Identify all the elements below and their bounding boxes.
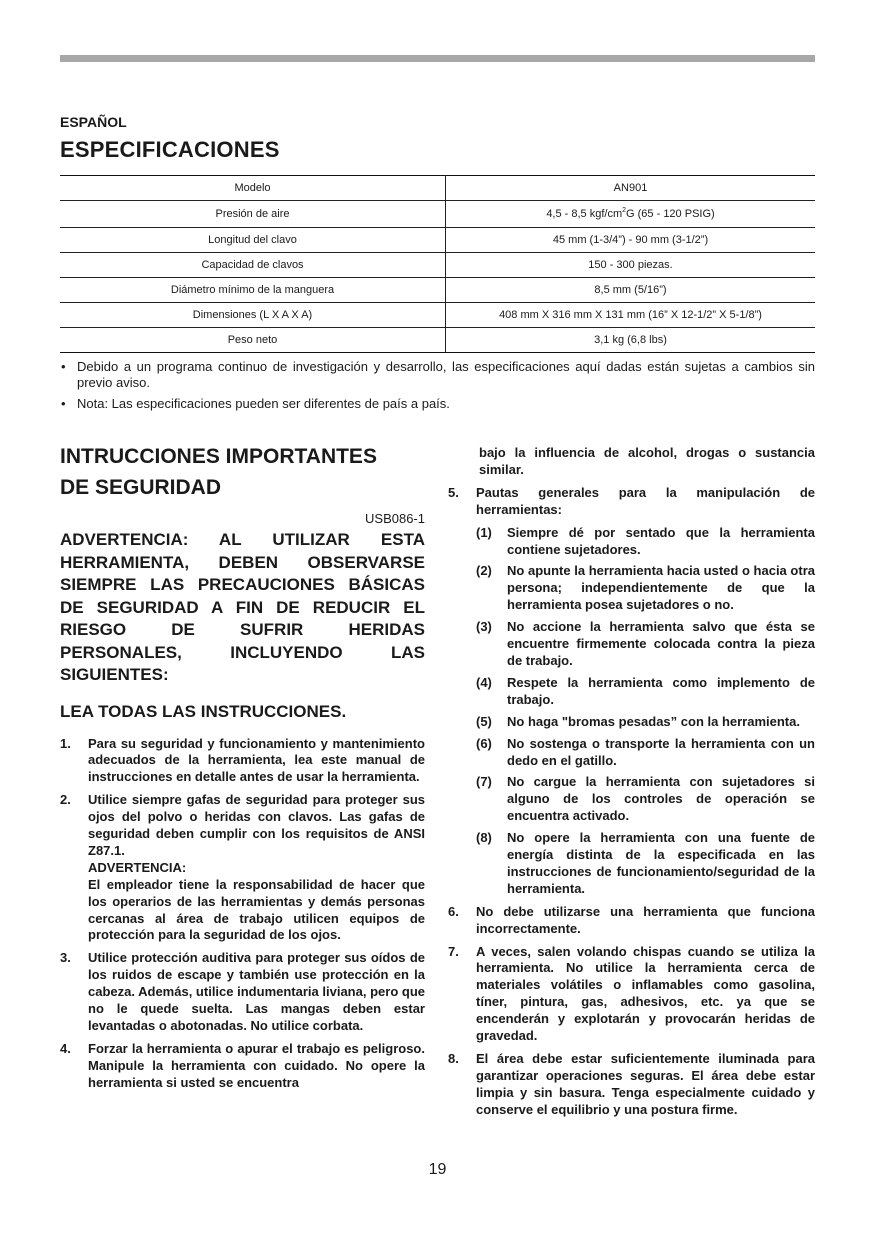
sub-item — [476, 619, 815, 670]
item-number: 2. — [60, 792, 71, 808]
read-all-heading: LEA TODAS LAS INSTRUCCIONES. — [60, 701, 347, 721]
safety-title — [60, 441, 425, 503]
spec-label: Peso neto — [60, 328, 446, 353]
bullet-icon: • — [61, 396, 66, 411]
item-number: 5. — [448, 484, 459, 500]
item-text: Para su seguridad y funcionamiento y mantenimiento adecuados de la herramienta, lea este manual de instrucciones en detalle antes de usar la herramienta. — [88, 735, 425, 785]
note-text: Debido a un programa continuo de investigación y desarrollo, las especificaciones aquí dadas están sujetas a cambios sin previo aviso. — [77, 359, 815, 390]
sub-item-number: (8) — [476, 830, 492, 846]
sub-item-number: (2) — [476, 563, 492, 579]
page-number: 19 — [428, 1161, 447, 1178]
sub-item — [476, 563, 815, 614]
header-rule — [60, 55, 815, 62]
item-text: Forzar la herramienta o apurar el trabajo es peligroso. Manipule la herramienta con cuidado. No opere la herramienta si usted se encuentra — [88, 1040, 425, 1090]
instruction-list — [60, 736, 425, 1092]
list-item — [60, 396, 815, 412]
document-code: USB086-1 — [365, 511, 425, 526]
sub-item-text: No opere la herramienta con una fuente de energía distinta de la especificada en las instrucciones de funcionamiento/seguridad de la herramienta. — [507, 830, 815, 896]
specs-table — [60, 175, 815, 353]
sub-item-number: (5) — [476, 713, 492, 729]
list-item — [448, 485, 815, 898]
sub-item-text: No cargue la herramienta con sujetadores si alguno de los controles de operación se encuentra activado. — [507, 774, 815, 824]
sub-item — [476, 675, 815, 709]
sub-item-text: Siempre dé por sentado que la herramienta contiene sujetadores. — [507, 524, 815, 557]
list-item — [60, 736, 425, 787]
spec-value-part: G (65 - 120 PSIG) — [626, 208, 715, 220]
sub-item — [476, 736, 815, 770]
list-item — [60, 950, 425, 1035]
warning-text: El empleador tiene la responsabilidad de hacer que los operarios de las herramientas y demás personas cercanas al área de trabajo utilicen equipos de protección para la seguridad de los ojos. — [88, 876, 425, 943]
item-text: Pautas generales para la manipulación de herramientas: — [476, 484, 815, 517]
safety-title-line: DE SEGURIDAD — [60, 476, 222, 499]
spec-value: 3,1 kg (6,8 lbs) — [446, 328, 816, 353]
sub-item-number: (4) — [476, 674, 492, 690]
list-item — [448, 1051, 815, 1119]
spec-label: Longitud del clavo — [60, 228, 446, 253]
left-column — [60, 441, 425, 1098]
safety-title-line: INTRUCCIONES IMPORTANTES — [60, 445, 377, 468]
spec-value: 8,5 mm (5/16”) — [446, 278, 816, 303]
item-number: 6. — [448, 903, 459, 919]
table-row — [60, 253, 815, 278]
item-number: 1. — [60, 735, 71, 751]
spec-value: AN901 — [446, 176, 816, 201]
spec-label: Dimensiones (L X A X A) — [60, 303, 446, 328]
note-text: Nota: Las especificaciones pueden ser diferentes de país a país. — [77, 396, 450, 411]
table-row — [60, 278, 815, 303]
item-number: 7. — [448, 943, 459, 959]
item-continuation: bajo la influencia de alcohol, drogas o sustancia similar. — [479, 445, 815, 477]
sub-item-text: Respete la herramienta como implemento de trabajo. — [507, 674, 815, 707]
bullet-icon: • — [61, 359, 66, 374]
list-item — [448, 944, 815, 1045]
list-item — [448, 904, 815, 938]
sub-item — [476, 525, 815, 559]
sub-item — [476, 714, 815, 731]
list-item — [60, 359, 815, 391]
sub-item-text: No accione la herramienta salvo que ésta se encuentre firmemente colocada contra la pieza de trabajo. — [507, 619, 815, 668]
item-text: El área debe estar suficientemente iluminada para garantizar operaciones seguras. El área debe estar limpia y sin basura. Tenga especialmente cuidado y conserve el equilibrio y una postura firme. — [476, 1051, 815, 1117]
item-text: Utilice protección auditiva para proteger sus oídos de los ruidos de escape y también use protección en la cabeza. Además, utilice indumentaria liviana, pero que no le quede suelta. Las mangas deben estar levantadas o abotonadas. No utilice corbata. — [88, 950, 425, 1033]
sub-item-text: No sostenga o transporte la herramienta con un dedo en el gatillo. — [507, 735, 815, 768]
table-row — [60, 201, 815, 228]
item-number: 3. — [60, 950, 71, 966]
sub-item-number: (3) — [476, 619, 492, 635]
sub-item-text: No haga "bromas pesadas” con la herramienta. — [507, 713, 800, 729]
item-text: No debe utilizarse una herramienta que funciona incorrectamente. — [476, 903, 815, 936]
sub-list — [476, 525, 815, 898]
table-row — [60, 176, 815, 201]
spec-label: Capacidad de clavos — [60, 253, 446, 278]
spec-value — [446, 201, 816, 228]
sub-item-number: (7) — [476, 774, 492, 790]
item-number: 4. — [60, 1040, 71, 1056]
item-number: 8. — [448, 1051, 459, 1066]
item-text: Utilice siempre gafas de seguridad para proteger sus ojos del polvo o heridas con clavos. Las gafas de seguridad deben cumplir con los requisitos de ANSI Z87.1. — [88, 792, 425, 858]
table-row — [60, 228, 815, 253]
specs-title: ESPECIFICACIONES — [60, 137, 280, 162]
table-row — [60, 303, 815, 328]
general-warning: ADVERTENCIA: AL UTILIZAR ESTA HERRAMIENTA, DEBEN OBSERVARSE SIEMPRE LAS PRECAUCIONES BÁSICAS DE SEGURIDAD A FIN DE REDUCIR EL RIESGO DE SUFRIR HERIDAS PERSONALES, INCLUYENDO LAS SIGUIENTES: — [60, 530, 425, 684]
spec-value: 150 - 300 piezas. — [446, 253, 816, 278]
sub-item-number: (1) — [476, 524, 492, 540]
language-label: ESPAÑOL — [60, 114, 127, 130]
spec-value: 408 mm X 316 mm X 131 mm (16” X 12-1/2” X 5-1/8”) — [446, 303, 816, 328]
spec-label: Diámetro mínimo de la manguera — [60, 278, 446, 303]
right-column — [448, 445, 815, 1125]
sub-item — [476, 774, 815, 825]
sub-item-text: No apunte la herramienta hacia usted o hacia otra persona; independientemente de que la herramienta posea sujetadores o no. — [507, 563, 815, 613]
list-item — [60, 792, 425, 944]
list-item — [60, 1041, 425, 1092]
spec-value-part: 4,5 - 8,5 kgf/cm — [546, 208, 623, 220]
spec-label: Modelo — [60, 176, 446, 201]
spec-value: 45 mm (1-3/4”) - 90 mm (3-1/2”) — [446, 228, 816, 253]
spec-label: Presión de aire — [60, 201, 446, 228]
item-text: A veces, salen volando chispas cuando se utiliza la herramienta. No utilice la herramienta cerca de materiales volátiles o inflamables como gasolina, tíner, pintura, gas, adhesivos, etc. ya que se encenderán y explotarán y provocarán heridas de gravedad. — [476, 943, 815, 1044]
sub-item — [476, 830, 815, 898]
sub-item-number: (6) — [476, 735, 492, 751]
spec-notes — [60, 359, 815, 417]
table-row — [60, 328, 815, 353]
spec-value-superscript: 2 — [622, 207, 627, 214]
warning-label: ADVERTENCIA: — [88, 859, 187, 875]
